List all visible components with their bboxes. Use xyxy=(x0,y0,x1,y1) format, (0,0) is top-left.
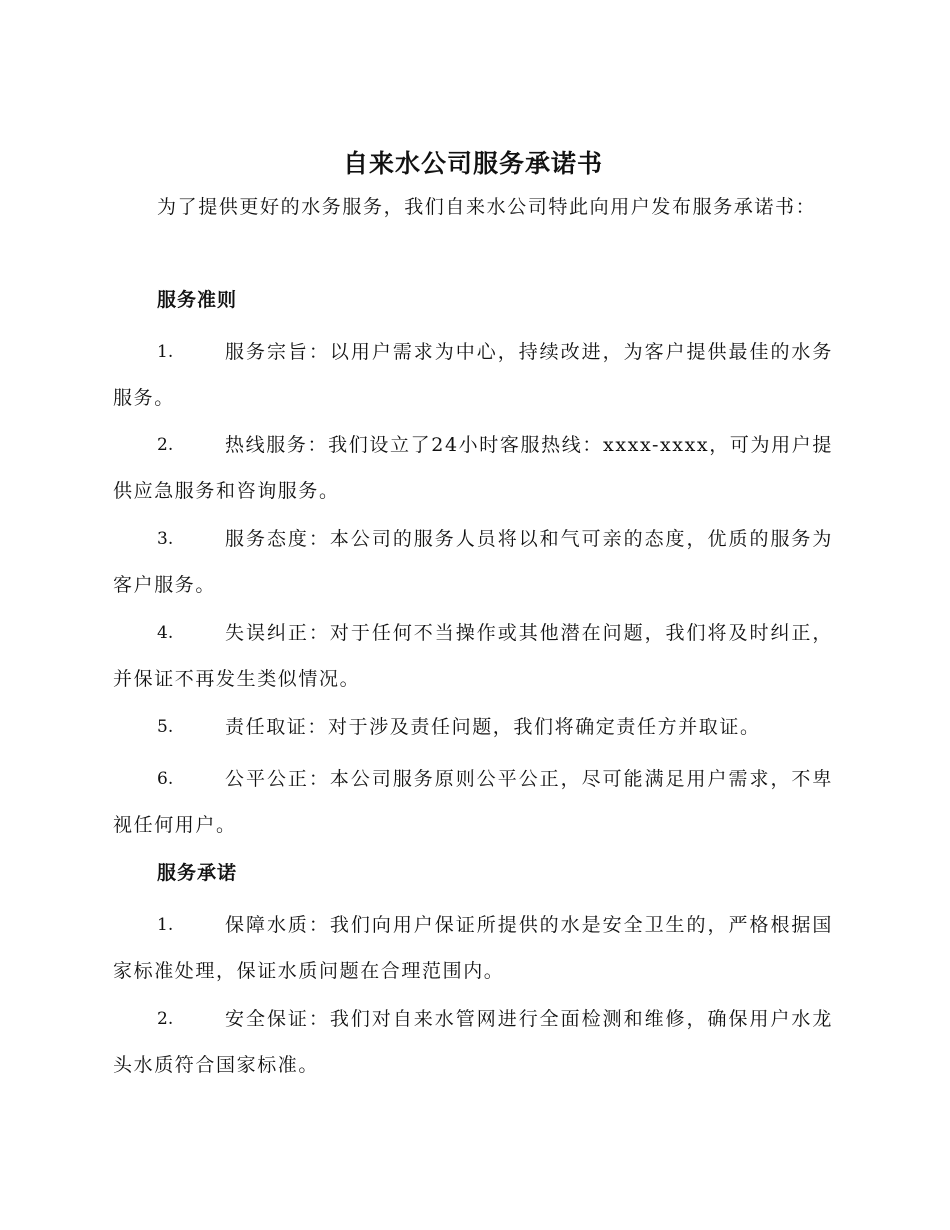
list-item-text: 服务宗旨：以用户需求为中心，持续改进，为客户提供最佳的水务服务。 xyxy=(113,341,833,409)
list-item-number: 5. xyxy=(157,717,174,737)
list-item-number: 2. xyxy=(157,435,174,455)
list-item-number: 6. xyxy=(157,769,174,789)
intro-paragraph: 为了提供更好的水务服务，我们自来水公司特此向用户发布服务承诺书： xyxy=(157,196,817,218)
list-item xyxy=(113,422,833,514)
list-item xyxy=(113,704,833,750)
list-item-text: 热线服务：我们设立了24小时客服热线：xxxx-xxxx，可为用户提供应急服务和咨询服务。 xyxy=(113,434,833,502)
list-item-text: 保障水质：我们向用户保证所提供的水是安全卫生的，严格根据国家标准处理，保证水质问题在合理范围内。 xyxy=(113,914,833,982)
list-item xyxy=(113,756,833,848)
section-heading-commitments: 服务承诺 xyxy=(157,862,238,884)
list-item-text: 服务态度：本公司的服务人员将以和气可亲的态度，优质的服务为客户服务。 xyxy=(113,528,833,596)
list-item xyxy=(113,610,833,702)
list-item xyxy=(113,516,833,608)
list-item-text: 公平公正：本公司服务原则公平公正，尽可能满足用户需求，不卑视任何用户。 xyxy=(113,768,833,836)
list-item-text: 责任取证：对于涉及责任问题，我们将确定责任方并取证。 xyxy=(225,716,761,738)
list-item xyxy=(113,902,833,994)
document-title: 自来水公司服务承诺书 xyxy=(342,149,603,178)
list-item-number: 2. xyxy=(157,1009,174,1029)
list-item-number: 3. xyxy=(157,529,174,549)
list-item-text: 失误纠正：对于任何不当操作或其他潜在问题，我们将及时纠正，并保证不再发生类似情况。 xyxy=(113,622,833,690)
list-item xyxy=(113,996,833,1088)
list-item-text: 安全保证：我们对自来水管网进行全面检测和维修，确保用户水龙头水质符合国家标准。 xyxy=(113,1008,833,1076)
list-item-number: 1. xyxy=(157,342,174,362)
list-item-number: 1. xyxy=(157,915,174,935)
section-heading-principles: 服务准则 xyxy=(157,289,238,311)
list-item xyxy=(113,329,833,421)
list-item-number: 4. xyxy=(157,623,174,643)
